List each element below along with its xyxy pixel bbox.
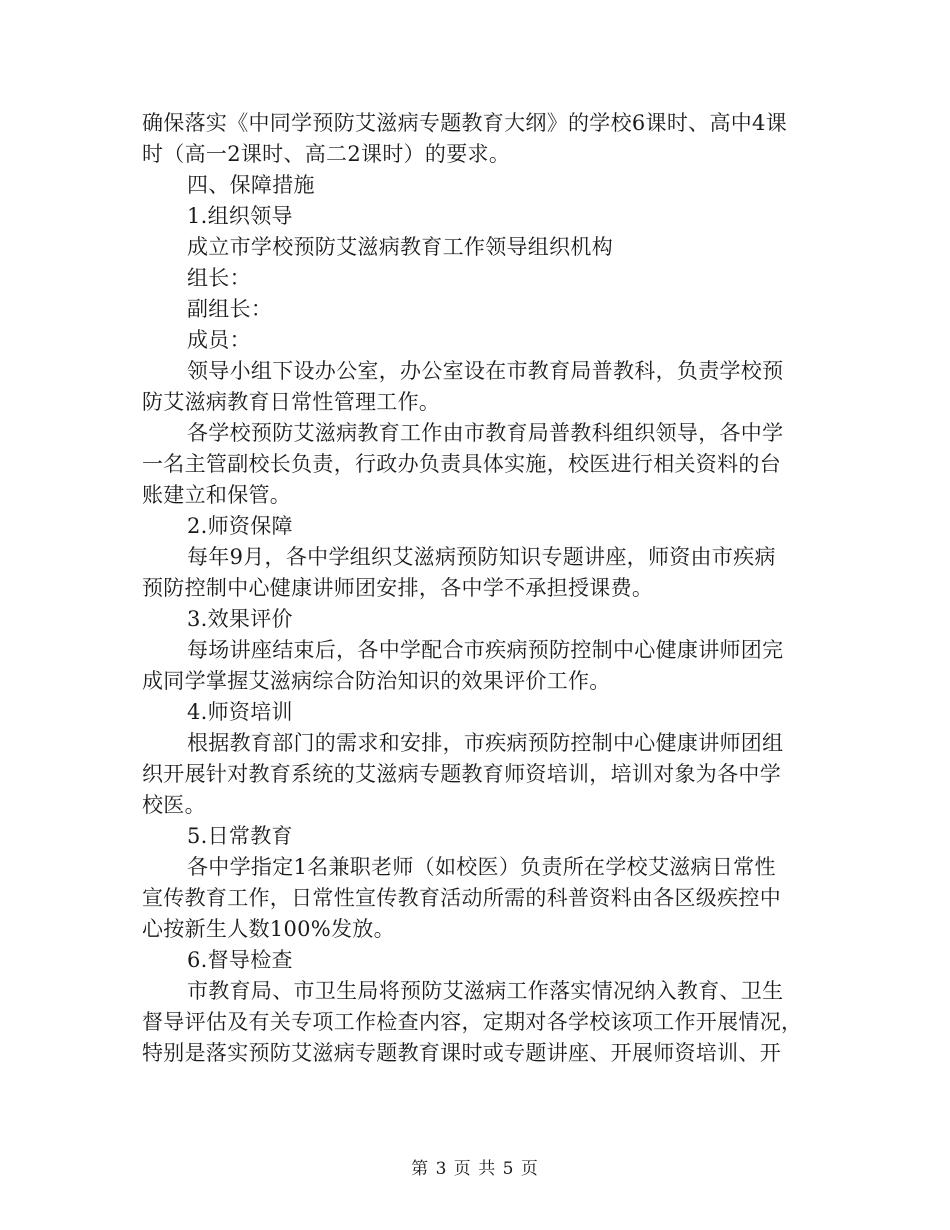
text-line: 5.日常教育 bbox=[187, 824, 293, 848]
text-line: 2.师资保障 bbox=[187, 514, 293, 538]
text-line: 6.督导检查 bbox=[187, 948, 293, 972]
text-line: 各学校预防艾滋病教育工作由市教育局普教科组织领导，各中学 bbox=[187, 421, 784, 445]
text-line: 组长： bbox=[187, 266, 251, 290]
text-line: 根据教育部门的需求和安排，市疾病预防控制中心健康讲师团组 bbox=[187, 731, 784, 755]
text-line: 特别是落实预防艾滋病专题教育课时或专题讲座、开展师资培训、开 bbox=[142, 1041, 781, 1065]
text-line: 1.组织领导 bbox=[187, 204, 293, 228]
text-line: 每年9月，各中学组织艾滋病预防知识专题讲座，师资由市疾病 bbox=[187, 545, 776, 569]
text-line: 宣传教育工作，日常性宣传教育活动所需的科普资料由各区级疾控中 bbox=[142, 886, 781, 910]
text-line: 预防控制中心健康讲师团安排，各中学不承担授课费。 bbox=[142, 576, 654, 600]
text-line: 时（高一2课时、高二2课时）的要求。 bbox=[142, 142, 511, 166]
text-line: 成员： bbox=[187, 328, 251, 352]
text-line: 3.效果评价 bbox=[187, 607, 293, 631]
text-line: 账建立和保管。 bbox=[142, 483, 292, 507]
text-line: 校医。 bbox=[142, 793, 206, 817]
text-line: 领导小组下设办公室，办公室设在市教育局普教科，负责学校预 bbox=[187, 359, 784, 383]
page-footer: 第 3 页 共 5 页 bbox=[411, 1159, 539, 1179]
text-line: 心按新生人数100%发放。 bbox=[142, 917, 395, 941]
text-line: 各中学指定1名兼职老师（如校医）负责所在学校艾滋病日常性 bbox=[187, 855, 776, 879]
text-line: 防艾滋病教育日常性管理工作。 bbox=[142, 390, 441, 414]
document-body bbox=[142, 108, 810, 1069]
text-line: 一名主管副校长负责，行政办负责具体实施，校医进行相关资料的台 bbox=[142, 452, 781, 476]
text-line: 四、保障措施 bbox=[187, 173, 315, 197]
text-line: 每场讲座结束后，各中学配合市疾病预防控制中心健康讲师团完 bbox=[187, 638, 784, 662]
text-line: 成立市学校预防艾滋病教育工作领导组织机构 bbox=[187, 235, 613, 259]
text-line: 确保落实《中同学预防艾滋病专题教育大纲》的学校6课时、高中4课 bbox=[142, 111, 788, 135]
text-line: 副组长： bbox=[187, 297, 273, 321]
text-line: 4.师资培训 bbox=[187, 700, 293, 724]
text-line: 督导评估及有关专项工作检查内容，定期对各学校该项工作开展情况， bbox=[142, 1010, 803, 1034]
text-line: 市教育局、市卫生局将预防艾滋病工作落实情况纳入教育、卫生 bbox=[187, 979, 784, 1003]
text-line: 织开展针对教育系统的艾滋病专题教育师资培训，培训对象为各中学 bbox=[142, 762, 781, 786]
text-line: 成同学掌握艾滋病综合防治知识的效果评价工作。 bbox=[142, 669, 611, 693]
